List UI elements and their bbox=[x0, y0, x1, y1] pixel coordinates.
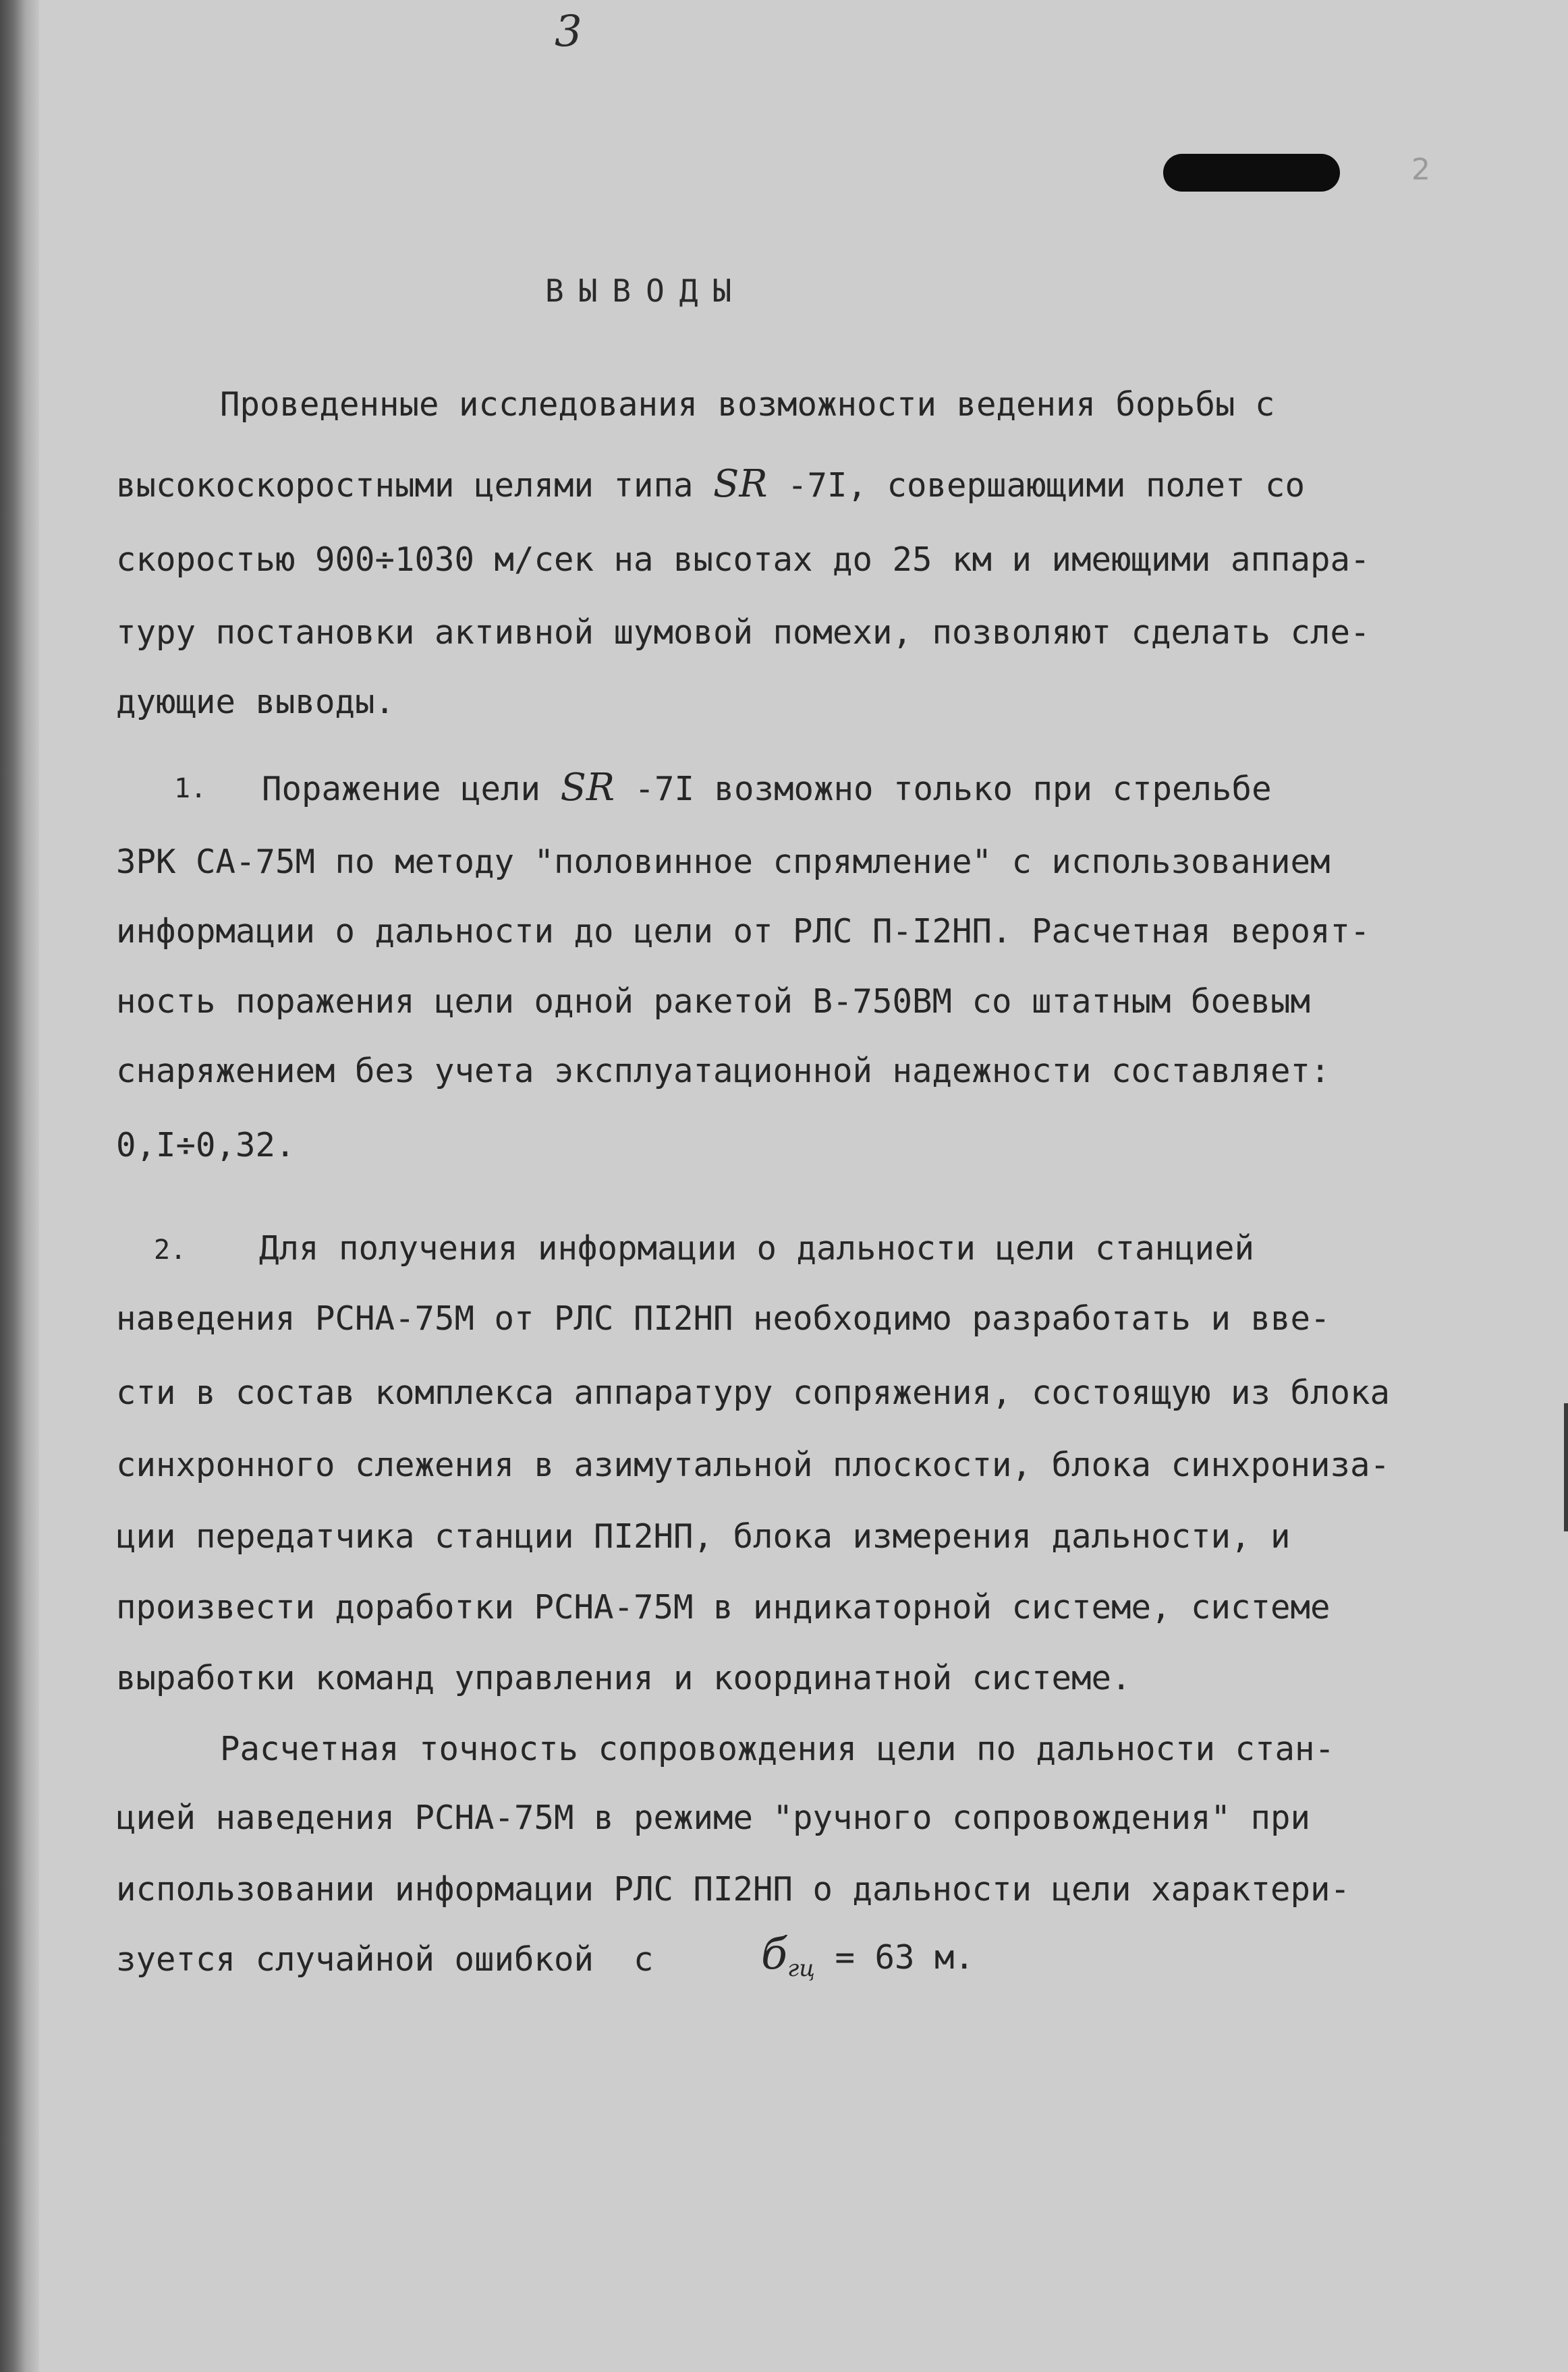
handwritten-page-number: 3 bbox=[555, 7, 582, 57]
sigma-symbol: б bbox=[761, 1929, 788, 1979]
section-title: ВЫВОДЫ bbox=[545, 273, 747, 309]
target-type-handwritten: SR bbox=[560, 766, 615, 810]
corner-page-number: 2 bbox=[1411, 152, 1430, 187]
accuracy-line-3: использовании информации РЛС ПI2НП о дальности цели характери- bbox=[116, 1870, 1351, 1909]
item-1-marker: 1. bbox=[174, 773, 207, 804]
sigma-value: = 63 м. bbox=[835, 1938, 974, 1977]
page-binding-edge bbox=[0, 0, 39, 2372]
item-2-line-4: синхронного слежения в азимутальной плоскости, блока синхрониза- bbox=[116, 1446, 1391, 1484]
item-2-line-2: наведения РСНА-75М от РЛС ПI2НП необходимо разработать и вве- bbox=[116, 1299, 1331, 1338]
intro-line-2a: высокоскоростными целями типа bbox=[116, 466, 714, 505]
sigma-formula bbox=[761, 1929, 974, 1982]
item-1-line-1a: Поражение цели bbox=[262, 770, 561, 808]
accuracy-line-4: зуется случайной ошибкой с bbox=[116, 1940, 654, 1979]
accuracy-line-2: цией наведения РСНА-75М в режиме "ручного сопровождения" при bbox=[116, 1799, 1311, 1837]
item-1-line-5: снаряжением без учета эксплуатационной надежности составляет: bbox=[116, 1052, 1331, 1090]
intro-line-5: дующие выводы. bbox=[116, 683, 395, 721]
item-1-line-1b: -7I возможно только при стрельбе bbox=[615, 770, 1272, 808]
item-1-line-4: ность поражения цели одной ракетой В-750ВМ со штатным боевым bbox=[116, 982, 1311, 1021]
item-1-line-3: информации о дальности до цели от РЛС П-I2НП. Расчетная вероят- bbox=[116, 912, 1370, 951]
redaction-mark bbox=[1163, 154, 1340, 192]
item-2-line-5: ции передатчика станции ПI2НП, блока измерения дальности, и bbox=[116, 1517, 1291, 1556]
intro-line-4: туру постановки активной шумовой помехи, позволяют сделать сле- bbox=[116, 613, 1370, 652]
item-2-marker: 2. bbox=[154, 1235, 187, 1266]
item-1-line-6: 0,I÷0,32. bbox=[116, 1126, 296, 1164]
item-1-line-1 bbox=[262, 766, 1272, 810]
accuracy-line-1: Расчетная точность сопровождения цели по дальности стан- bbox=[220, 1730, 1335, 1768]
intro-line-3: скоростью 900÷1030 м/сек на высотах до 25 км и имеющими аппара- bbox=[116, 540, 1370, 579]
intro-line-2b: -7I, совершающими полет со bbox=[767, 466, 1306, 505]
right-edge-mark bbox=[1564, 1403, 1568, 1531]
item-2-line-7: выработки команд управления и координатной системе. bbox=[116, 1659, 1131, 1697]
intro-line-1: Проведенные исследования возможности ведения борьбы с bbox=[220, 385, 1275, 424]
intro-line-2 bbox=[116, 462, 1306, 506]
item-2-line-3: сти в состав комплекса аппаратуру сопряжения, состоящую из блока bbox=[116, 1374, 1391, 1412]
target-type-handwritten: SR bbox=[713, 462, 768, 506]
item-2-line-1: Для получения информации о дальности цели станцией bbox=[259, 1229, 1255, 1268]
item-2-line-6: произвести доработки РСНА-75М в индикаторной системе, системе bbox=[116, 1588, 1331, 1627]
sigma-subscript: гц bbox=[787, 1954, 815, 1982]
item-1-line-2: ЗРК СА-75М по методу "половинное спрямление" с использованием bbox=[116, 843, 1331, 881]
